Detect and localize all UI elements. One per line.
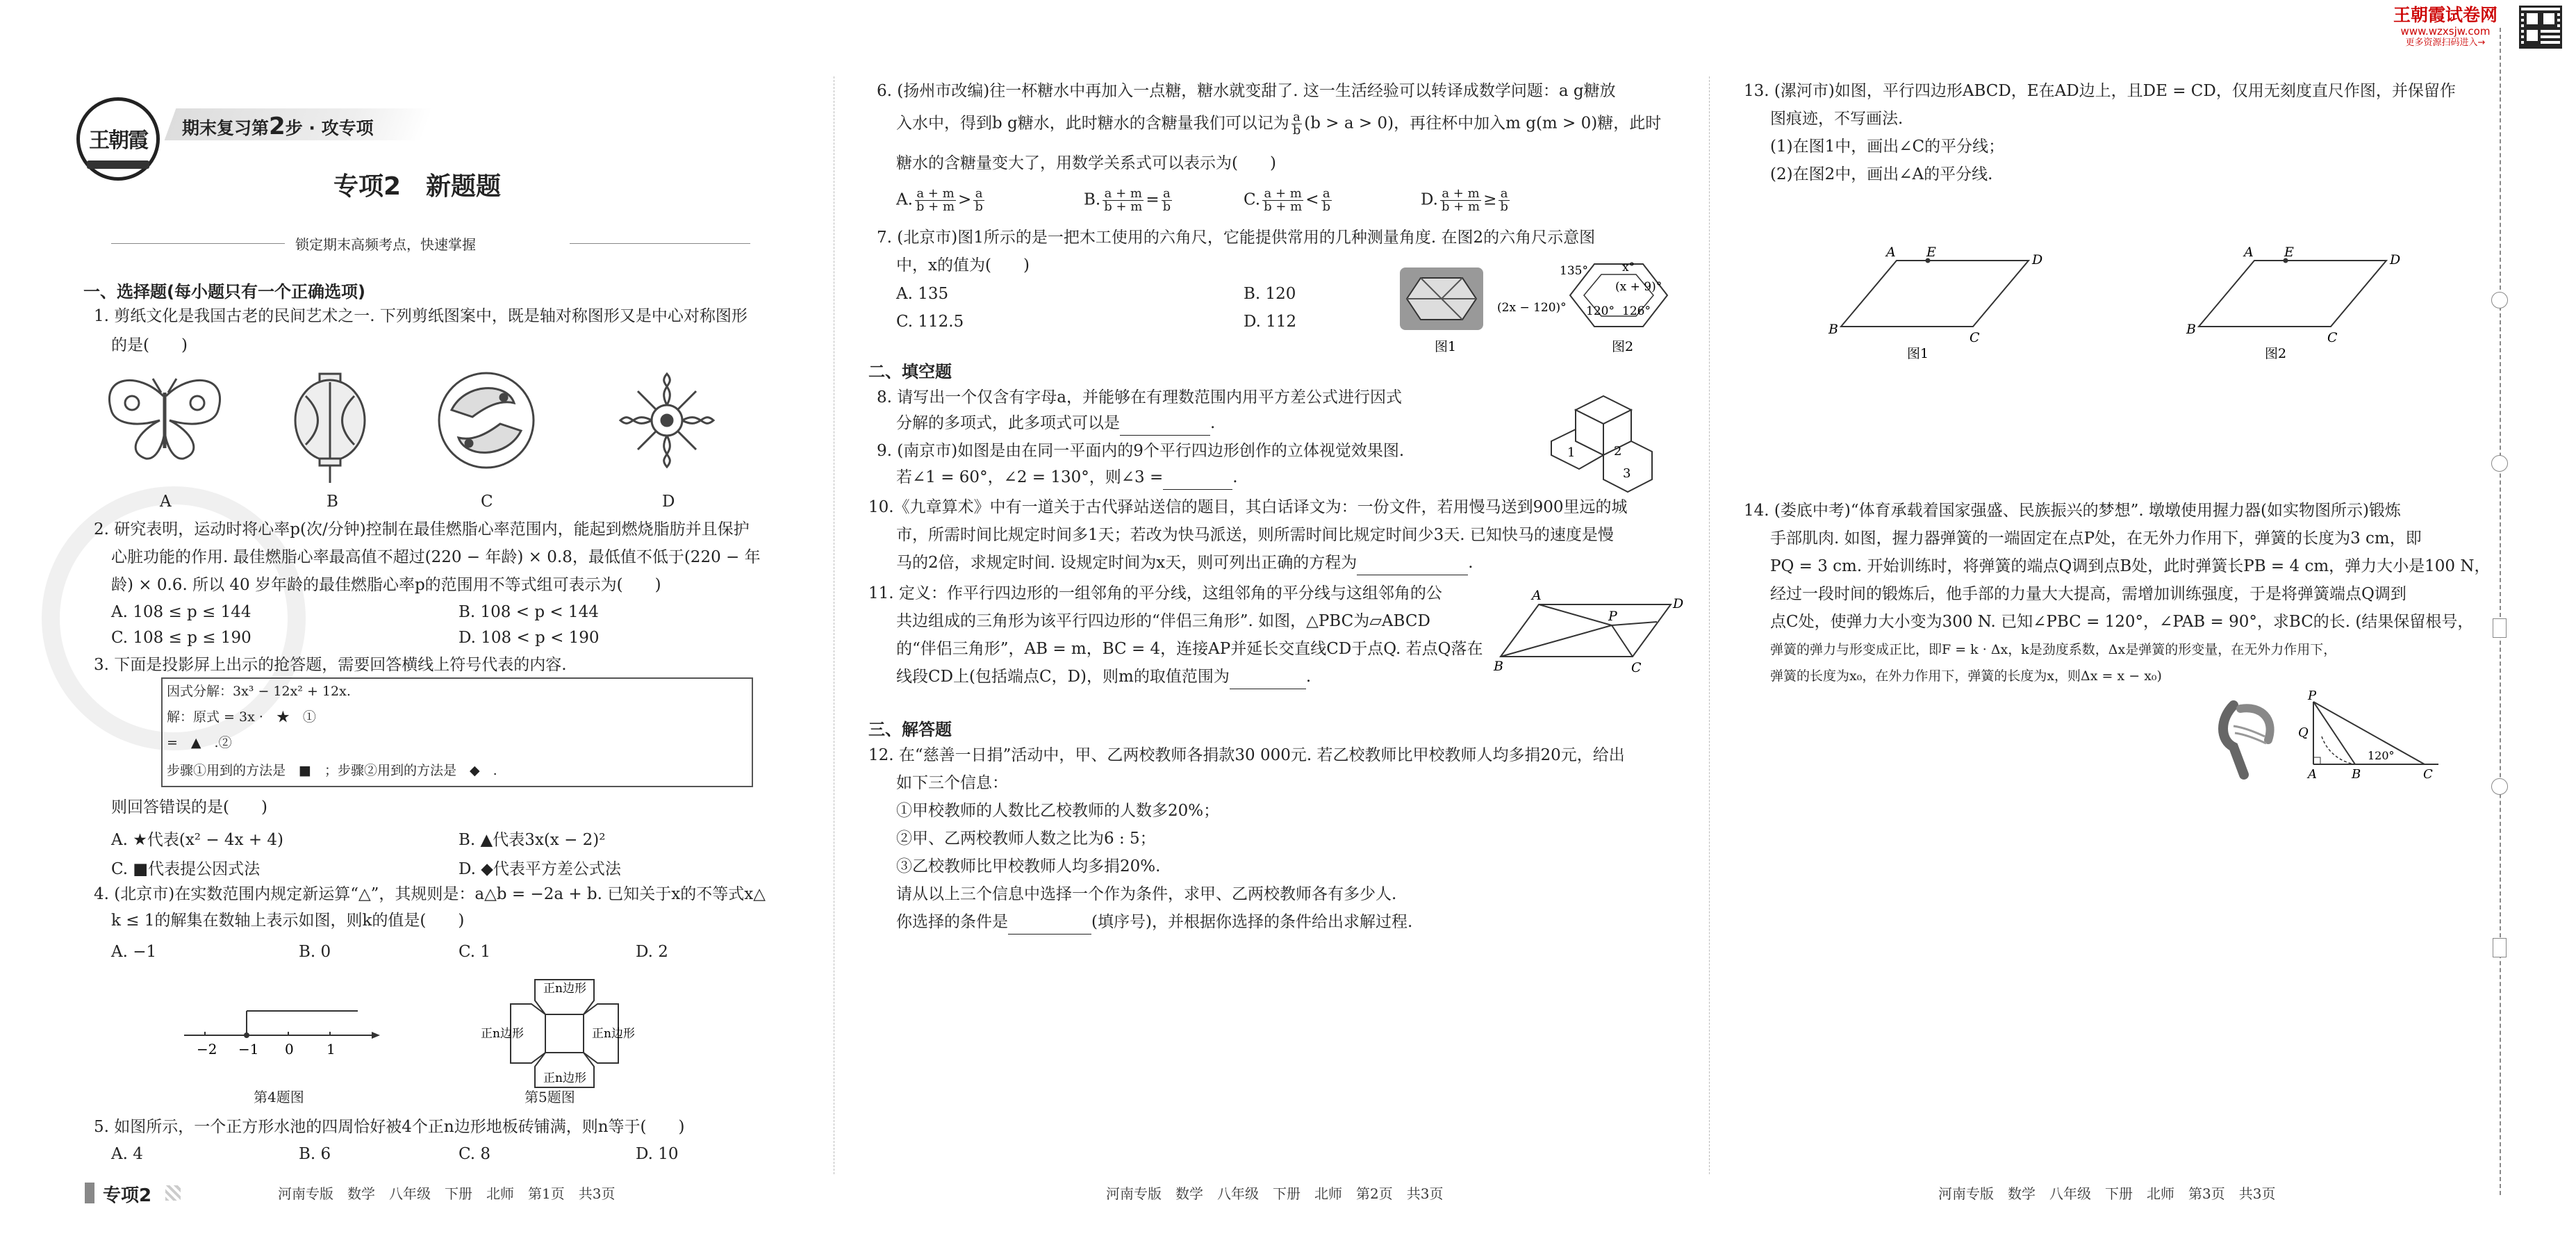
q9-answer-blank[interactable]	[1163, 466, 1232, 490]
site-url[interactable]: www.wzxsjw.com	[2400, 25, 2491, 38]
q4-tick-label: 0	[285, 1041, 294, 1057]
q11-line2: 共边组成的三角形为该平行四边形的“伴侣三角形”. 如图，△PBC为▱ABCD	[896, 612, 1430, 630]
q5-option-a[interactable]: A. 4	[111, 1145, 143, 1163]
q4-tick-label: −1	[238, 1041, 259, 1057]
q6-line3: 糖水的含糖量变大了，用数学关系式可以表示为( )	[896, 154, 1276, 172]
q9-angle-num: 3	[1623, 466, 1631, 481]
q14-line4: 经过一段时间的锻炼后，他手部的力量大大提高，需增加训练强度，于是将弹簧端点Q调到	[1770, 585, 2406, 603]
q13-point: B	[2186, 322, 2196, 337]
q4-option-a[interactable]: A. −1	[111, 943, 157, 961]
q4-option-b[interactable]: B. 0	[299, 943, 331, 961]
q14-line2: 手部肌肉. 如图，握力器弹簧的一端固定在点P处，在无外力作用下，弹簧的长度为3 cm，即	[1770, 529, 2422, 548]
section-solve: 三、解答题	[868, 720, 952, 739]
q14-line1: 14. (娄底中考)“体育承载着国家强盛、民族振兴的梦想”. 墩墩使用握力器(如实物图所示)锻炼	[1744, 502, 2401, 520]
q5-poly-label: 正n边形	[481, 1027, 524, 1041]
q13-figure2	[2185, 247, 2414, 365]
q2-option-c[interactable]: C. 108 ≤ p ≤ 190	[111, 629, 251, 647]
q3-option-a[interactable]: A. ★代表(x² − 4x + 4)	[111, 831, 284, 849]
q13-point: C	[1970, 330, 1980, 345]
q3-option-b[interactable]: B. ▲代表3x(x − 2)²	[459, 831, 606, 849]
q5-option-b[interactable]: B. 6	[299, 1145, 331, 1163]
q3-line1: 3. 下面是投影屏上出示的抢答题，需要回答横线上符号代表的内容.	[94, 656, 567, 674]
q13-line4: (2)在图2中，画出∠A的平分线.	[1770, 165, 1993, 183]
q12-line7: 你选择的条件是 (填序号)，并根据你选择的条件给出求解过程.	[896, 910, 1412, 935]
q12-line6: 请从以上三个信息中选择一个作为条件，求甲、乙两校教师各有多少人.	[896, 885, 1397, 903]
q11-point: C	[1631, 660, 1642, 675]
q7-line2: 中，x的值为( )	[896, 256, 1030, 274]
site-slogan: 更多资源扫码进入→	[2405, 38, 2486, 48]
q7-option-c[interactable]: C. 112.5	[896, 313, 964, 331]
q2-option-d[interactable]: D. 108 < p < 190	[459, 629, 600, 647]
fish-papercut-icon	[439, 373, 534, 468]
subtitle-rule-left	[111, 243, 285, 244]
q7-line1: 7. (北京市)图1所示的是一把木工使用的六角尺，它能提供常用的几种测量角度. 在图2的六角尺示意图	[877, 229, 1596, 247]
q6-fraction: $\frac{a}{b}$	[1292, 110, 1301, 138]
q2-line1: 2. 研究表明，运动时将心率p(次/分钟)控制在最佳燃脂心率范围内，能起到燃烧脂肪并且保护	[94, 520, 750, 538]
q9-line2: 若∠1 = 60°，∠2 = 130°，则∠3 = .	[896, 466, 1238, 490]
page-subtitle: 锁定期末高频考点，快速掌握	[295, 236, 476, 253]
q11-point: P	[1608, 609, 1617, 624]
q13-line3: (1)在图1中，画出∠C的平分线；	[1770, 138, 2005, 156]
q11-line1: 11. 定义：作平行四边形的一组邻角的平分线，这组邻角的平分线与这组邻角的公	[868, 584, 1442, 602]
q10-line3: 马的2倍，求规定时间. 设规定时间为x天，则可列出正确的方程为 .	[896, 551, 1473, 575]
q4-line2: k ≤ 1的解集在数轴上表示如图，则k的值是( )	[111, 912, 465, 930]
q11-point: B	[1494, 659, 1503, 674]
site-brand	[2376, 6, 2515, 49]
q4-line1: 4. (北京市)在实数范围内规定新运算“△”，其规则是：a△b = −2a + b. 已知关于x的不等式x△	[94, 885, 766, 903]
q4-number-line	[177, 1004, 386, 1060]
q14-point: C	[2423, 767, 2433, 782]
q7-angle: (x + 9)°	[1615, 280, 1662, 294]
binding-line	[2500, 28, 2501, 1195]
q7-figures	[1393, 257, 1685, 361]
q7-angle: 135°	[1560, 264, 1588, 278]
q7-fig1-caption: 图1	[1435, 339, 1457, 354]
binding-marker	[2491, 455, 2508, 472]
butterfly-papercut-icon	[109, 379, 220, 459]
q5-pool-figure	[479, 969, 646, 1094]
q7-angle: x°	[1622, 261, 1635, 274]
q1-label-d: D	[662, 493, 675, 511]
q6-option-a[interactable]: A. $\frac{a + m}{b + m}$ > $\frac{a}{b}$	[896, 186, 983, 214]
q10-line2: 市，所需时间比规定时间多1天；若改为快马派送，则所需时间比规定时间少3天. 已知快马的速度是慢	[896, 526, 1614, 544]
q13-figure1	[1827, 247, 2056, 365]
q10-line1: 10.《九章算术》中有一道关于古代驿站送信的题目，其白话译文为：一份文件，若用慢马送到900里远的城	[868, 498, 1628, 516]
q7-angle: 120°	[1586, 304, 1615, 318]
q8-line1: 8. 请写出一个仅含有字母a，并能够在有理数范围内用平方差公式进行因式	[877, 388, 1402, 406]
q13-point: A	[1886, 245, 1896, 260]
q13-fig2-caption: 图2	[2265, 346, 2287, 361]
footer-tag-bar	[85, 1183, 94, 1203]
q4-option-c[interactable]: C. 1	[459, 943, 491, 961]
q14-line6: 弹簧的弹力与形变成正比，即F = k · Δx，k是劲度系数，Δx是弹簧的形变量，在无外力作用下，	[1770, 642, 2337, 657]
q5-line1: 5. 如图所示，一个正方形水池的四周恰好被4个正n边形地板砖铺满，则n等于( )	[94, 1118, 685, 1136]
q4-tick-label: −2	[197, 1041, 217, 1057]
q6-line1: 6. (扬州市改编)往一杯糖水中再加入一点糖，糖水就变甜了. 这一生活经验可以转译成数学问题：a g糖放	[877, 82, 1616, 100]
q6-option-c[interactable]: C. $\frac{a + m}{b + m}$ < $\frac{a}{b}$	[1244, 186, 1331, 214]
q13-point: A	[2244, 245, 2254, 260]
q5-poly-label: 正n边形	[543, 982, 586, 996]
q11-line3: 的“伴侣三角形”，AB = m，BC = 4，连接AP并延长交直线CD于点Q. 若点Q落在	[896, 640, 1483, 658]
subtitle-rule-right	[570, 243, 750, 244]
q14-angle: 120°	[2368, 749, 2395, 762]
header-series: 期末复习第2步 · 攻专项	[182, 113, 374, 140]
q14-line7: 弹簧的长度为x₀，在外力作用下，弹簧的长度为x，则Δx = x − x₀)	[1770, 668, 2162, 684]
q2-option-b[interactable]: B. 108 < p < 144	[459, 603, 599, 621]
q13-point: C	[2327, 330, 2338, 345]
binding-marker	[2491, 292, 2508, 308]
q14-geometry-figure	[2293, 691, 2452, 789]
q11-parallelogram-figure	[1494, 587, 1684, 677]
q9-angle-num: 1	[1567, 445, 1576, 460]
page-title: 专项2 新题题	[333, 172, 502, 201]
q7-option-d[interactable]: D. 112	[1244, 313, 1297, 331]
q14-point: A	[2308, 767, 2317, 782]
q6-option-d[interactable]: D. $\frac{a + m}{b + m}$ ≥ $\frac{a}{b}$	[1421, 186, 1508, 214]
q5-option-c[interactable]: C. 8	[459, 1145, 491, 1163]
q13-line1: 13. (漯河市)如图，平行四边形ABCD，E在AD边上，且DE = CD，仅用无刻度直尺作图，并保留作	[1744, 82, 2456, 100]
brand-logo	[76, 97, 160, 181]
q9-angle-num: 2	[1614, 444, 1622, 459]
q4-caption: 第4题图	[254, 1089, 304, 1105]
q1-figures	[97, 368, 736, 486]
q7-fig2-caption: 图2	[1612, 339, 1634, 354]
q13-line2: 图痕迹，不写画法.	[1770, 110, 1904, 128]
site-title: 王朝霞试卷网	[2393, 5, 2497, 25]
qr-code-icon[interactable]	[2519, 6, 2562, 49]
q11-point: D	[1673, 596, 1684, 611]
q12-line1: 12. 在“慈善一日捐”活动中，甲、乙两校教师各捐款30 000元. 若乙校教师比甲校教师人均多捐20元，给出	[868, 746, 1625, 764]
binding-marker	[2491, 778, 2508, 795]
footer-tag: 专项2	[103, 1185, 152, 1206]
q14-hand-grip-photo	[2213, 698, 2289, 782]
q8-answer-blank[interactable]	[1120, 411, 1210, 436]
q1-line2: 的是( )	[111, 336, 188, 354]
q4-tick-label: 1	[327, 1041, 336, 1057]
q1-line1: 1. 剪纸文化是我国古老的民间艺术之一. 下列剪纸图案中，既是轴对称图形又是中心对称图形	[94, 307, 748, 325]
q7-option-b[interactable]: B. 120	[1244, 285, 1296, 303]
q12-answer-blank[interactable]	[1008, 910, 1091, 935]
q3-option-d[interactable]: D. ◆代表平方差公式法	[459, 860, 621, 878]
q14-point: Q	[2298, 725, 2309, 740]
q14-line3: PQ = 3 cm. 开始训练时，将弹簧的端点Q调到点B处，此时弹簧长PB = 4 cm，弹力大小是100 N，	[1770, 557, 2491, 575]
q11-answer-blank[interactable]	[1230, 665, 1306, 689]
q3-box-line4: 步骤①用到的方法是 ■ ；步骤②用到的方法是 ◆ .	[167, 763, 497, 778]
q5-poly-label: 正n边形	[543, 1071, 586, 1085]
q6-option-b[interactable]: B. $\frac{a + m}{b + m}$ = $\frac{a}{b}$	[1084, 186, 1171, 214]
logo-text: 王朝霞	[89, 129, 147, 153]
flower-papercut-icon	[620, 374, 713, 467]
q3-box-line3: = ▲ .②	[167, 735, 232, 750]
q4-option-d[interactable]: D. 2	[636, 943, 668, 961]
section-choice: 一、选择题(每小题只有一个正确选项)	[83, 282, 365, 302]
footer-page3: 河南专版 数学 八年级 下册 北师 第3页 共3页	[1938, 1185, 2276, 1202]
q6-line2: 入水中，得到b g糖水，此时糖水的含糖量我们可以记为 $\frac{a}{b}$ (b > a > 0)，再往杯中加入m g(m > 0)糖，此时	[896, 110, 1662, 138]
q8-line2: 分解的多项式，此多项式可以是 .	[896, 411, 1215, 436]
q7-angle: (2x − 120)°	[1497, 301, 1567, 315]
q3-line2: 则回答错误的是( )	[111, 798, 267, 816]
q9-cube-figure	[1548, 389, 1659, 493]
q3-box-line2: 解：原式 = 3x · ★ ①	[167, 709, 316, 725]
q10-answer-blank[interactable]	[1357, 551, 1468, 575]
q13-point: E	[2284, 245, 2294, 260]
q9-line1: 9. (南京市)如图是由在同一平面内的9个平行四边形创作的立体视觉效果图.	[877, 442, 1405, 460]
q7-option-a[interactable]: A. 135	[896, 285, 949, 303]
q5-poly-label: 正n边形	[592, 1027, 635, 1041]
section-fill: 二、填空题	[868, 362, 952, 381]
q2-line2: 心脏功能的作用. 最佳燃脂心率最高值不超过(220 − 年龄) × 0.8，最低值不低于(220 − 年	[111, 548, 761, 566]
q3-box-line1: 因式分解：3x³ − 12x² + 12x.	[167, 684, 351, 699]
q11-line4: 线段CD上(包括端点C，D)，则m的取值范围为 .	[896, 665, 1311, 689]
q12-line5: ③乙校教师比甲校教师人均多捐20%.	[896, 857, 1161, 875]
q13-fig1-caption: 图1	[1907, 346, 1929, 361]
q14-point: B	[2352, 767, 2361, 782]
q14-line5: 点C处，使弹力大小变为300 N. 已知∠PBC = 120°，∠PAB = 90°，求BC的长. (结果保留根号，	[1770, 613, 2474, 631]
column-divider	[1709, 76, 1710, 1174]
binding-marker	[2493, 618, 2507, 638]
q5-option-d[interactable]: D. 10	[636, 1145, 679, 1163]
q13-point: E	[1926, 245, 1936, 260]
lantern-papercut-icon	[295, 374, 365, 483]
q11-point: A	[1532, 588, 1542, 603]
q1-label-c: C	[481, 493, 493, 511]
q2-line3: 龄) × 0.6. 所以 40 岁年龄的最佳燃脂心率p的范围用不等式组可表示为( )	[111, 576, 661, 594]
q7-angle: 126°	[1622, 304, 1651, 318]
q3-option-c[interactable]: C. ■代表提公因式法	[111, 860, 261, 878]
q14-point: P	[2308, 689, 2317, 703]
q1-label-b: B	[327, 493, 338, 511]
q12-line2: 如下三个信息：	[896, 774, 1008, 792]
q12-line4: ②甲、乙两校教师人数之比为6 : 5；	[896, 830, 1156, 848]
q13-point: D	[2032, 252, 2043, 267]
q1-label-a: A	[160, 493, 172, 511]
footer-page1: 河南专版 数学 八年级 下册 北师 第1页 共3页	[278, 1185, 616, 1202]
footer-page2: 河南专版 数学 八年级 下册 北师 第2页 共3页	[1106, 1185, 1444, 1202]
q5-caption: 第5题图	[525, 1089, 575, 1105]
footer-tag-dots	[165, 1185, 181, 1201]
q12-line3: ①甲校教师的人数比乙校教师的人数多20%；	[896, 802, 1220, 820]
q2-option-a[interactable]: A. 108 ≤ p ≤ 144	[111, 603, 251, 621]
binding-marker	[2493, 938, 2507, 957]
q13-point: B	[1828, 322, 1838, 337]
q13-point: D	[2390, 252, 2401, 267]
